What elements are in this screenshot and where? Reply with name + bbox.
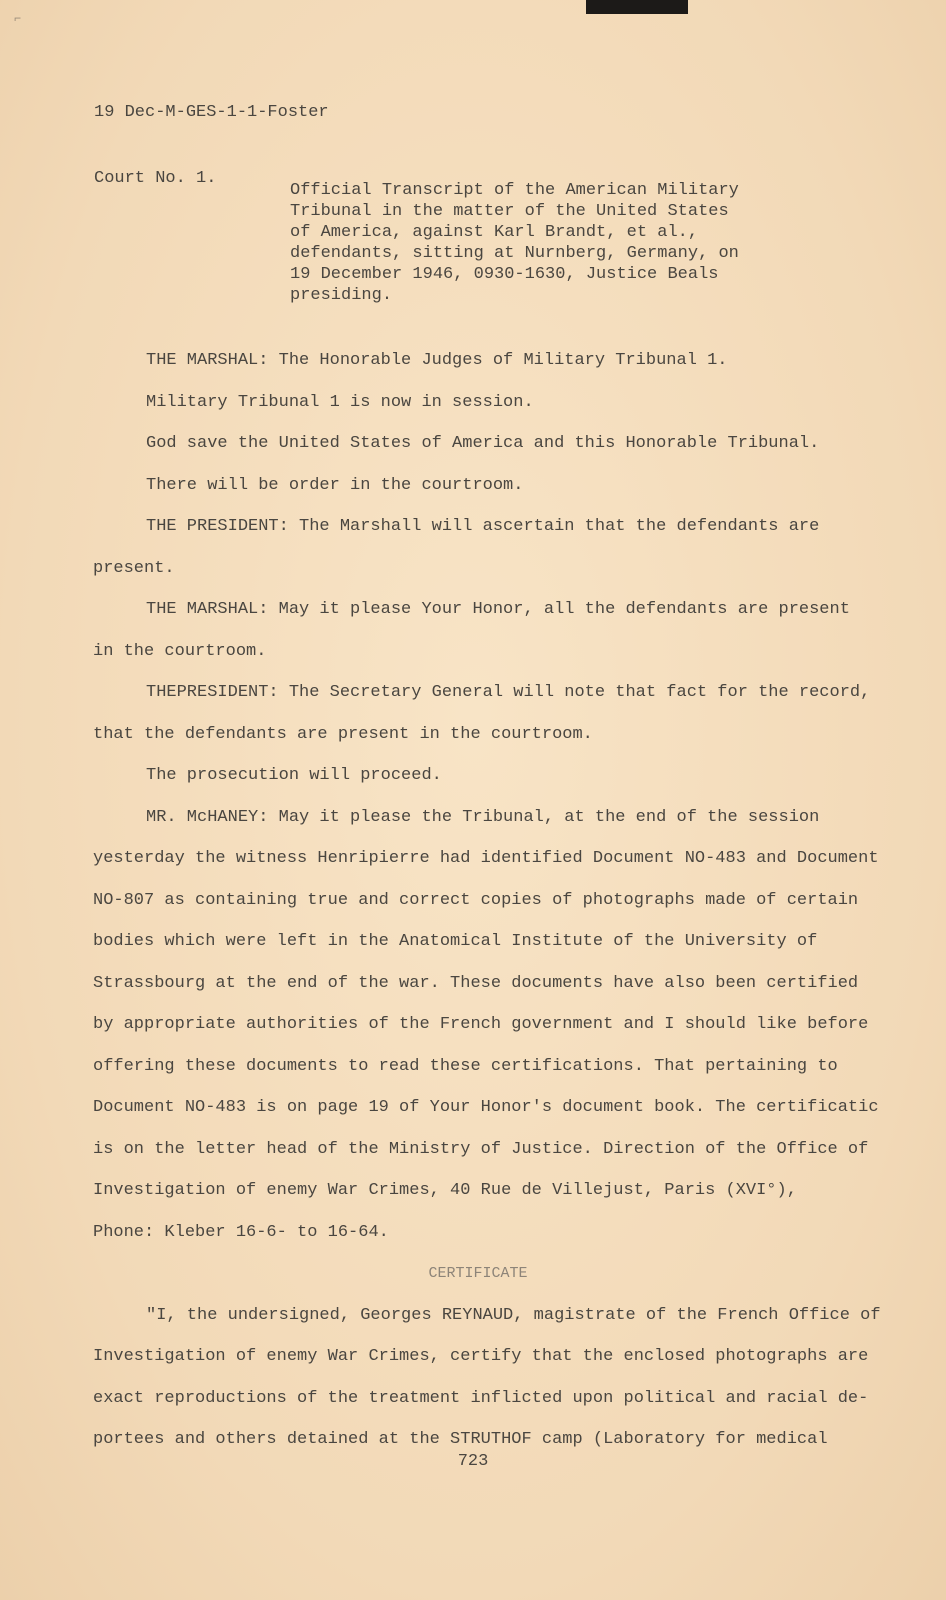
transcript-body bbox=[93, 340, 903, 1461]
certificate-heading: CERTIFICATE bbox=[428, 1265, 528, 1282]
text-line: Phone: Kleber 16-6- to 16-64. bbox=[93, 1222, 389, 1242]
binder-tab bbox=[586, 0, 688, 14]
text-line: bodies which were left in the Anatomical Institute of the University of bbox=[93, 932, 818, 951]
text-line: is on the letter head of the Ministry of Justice. Direction of the Office of bbox=[93, 1139, 869, 1159]
text-line: The prosecution will proceed. bbox=[146, 766, 442, 785]
text-line: THE PRESIDENT: The Marshall will ascertain that the defendants are bbox=[146, 517, 820, 536]
transcript-lines bbox=[93, 340, 903, 1253]
text-line: present. bbox=[93, 558, 175, 578]
text-line: Strassbourg at the end of the war. These documents have also been certified bbox=[93, 973, 859, 993]
header-line-2: Court No. 1. bbox=[94, 169, 217, 188]
text-line: by appropriate authorities of the French government and I should like before bbox=[93, 1015, 869, 1034]
text-line: yesterday the witness Henripierre had identified Document NO-483 and Document bbox=[93, 849, 879, 868]
text-line: Document NO-483 is on page 19 of Your Honor's document book. The certificatic bbox=[93, 1098, 879, 1117]
text-line: MR. McHANEY: May it please the Tribunal, at the end of the session bbox=[146, 807, 820, 827]
certificate-lines bbox=[93, 1295, 903, 1461]
text-line: exact reproductions of the treatment inflicted upon political and racial de- bbox=[93, 1388, 869, 1408]
transcript-caption: Official Transcript of the American Military Tribunal in the matter of the United States of America, against Karl Brandt, et al., defendants, sitting at Nurnberg, Germany, on 19 December 1946, 0930-1630, Justice Beals presiding. bbox=[290, 181, 739, 305]
text-line: portees and others detained at the STRUTHOF camp (Laboratory for medical bbox=[93, 1430, 828, 1449]
text-line: There will be order in the courtroom. bbox=[146, 475, 524, 495]
text-line: that the defendants are present in the courtroom. bbox=[93, 724, 593, 744]
header-line-1: 19 Dec-M-GES-1-1-Foster bbox=[94, 103, 329, 122]
text-line: offering these documents to read these certifications. That pertaining to bbox=[93, 1056, 838, 1076]
text-line: THE MARSHAL: The Honorable Judges of Military Tribunal 1. bbox=[146, 351, 728, 370]
text-line: NO-807 as containing true and correct copies of photographs made of certain bbox=[93, 890, 859, 910]
text-line: Military Tribunal 1 is now in session. bbox=[146, 392, 534, 412]
text-line: in the courtroom. bbox=[93, 641, 267, 661]
page-number: 723 bbox=[457, 1452, 489, 1471]
text-line: Investigation of enemy War Crimes, certify that the enclosed photographs are bbox=[93, 1347, 869, 1366]
text-line: Investigation of enemy War Crimes, 40 Rue de Villejust, Paris (XVI°), bbox=[93, 1181, 797, 1200]
corner-mark: ⌐ bbox=[14, 12, 22, 26]
text-line: THE MARSHAL: May it please Your Honor, all the defendants are present bbox=[146, 600, 850, 619]
text-line: THEPRESIDENT: The Secretary General will note that fact for the record, bbox=[146, 683, 871, 702]
text-line: God save the United States of America and this Honorable Tribunal. bbox=[146, 434, 820, 453]
text-line: "I, the undersigned, Georges REYNAUD, magistrate of the French Office of bbox=[146, 1305, 881, 1325]
